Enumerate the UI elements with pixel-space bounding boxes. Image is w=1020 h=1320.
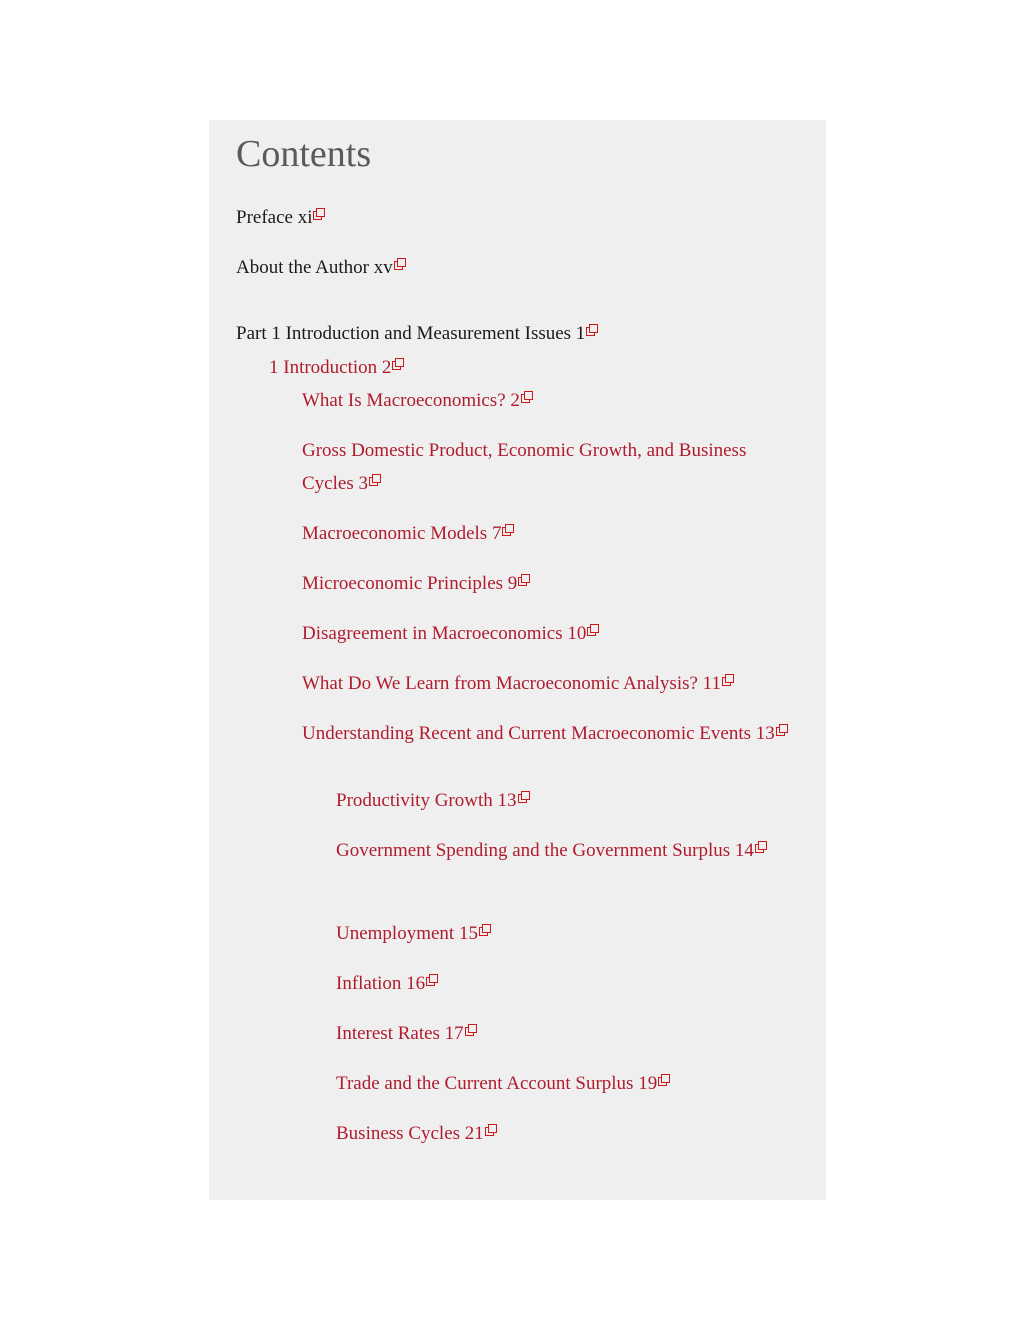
toc-entry-label: Part 1 Introduction and Measurement Issues 1: [236, 323, 586, 344]
toc-entry-label: Preface xi: [236, 207, 313, 228]
external-link-icon: [518, 574, 530, 586]
toc-entry-about-author[interactable]: [236, 251, 406, 284]
external-link-icon: [392, 358, 404, 370]
toc-entry-understanding-recent-events[interactable]: [302, 717, 802, 750]
toc-entry-part-1[interactable]: [236, 317, 598, 350]
external-link-icon: [587, 624, 599, 636]
toc-entry-microeconomic-principles[interactable]: [302, 567, 530, 600]
external-link-icon: [658, 1074, 670, 1086]
toc-entry-chapter-1[interactable]: [269, 351, 404, 384]
external-link-icon: [722, 674, 734, 686]
external-link-icon: [521, 391, 533, 403]
toc-entry-label: Unemployment 15: [336, 923, 478, 944]
toc-entry-label: 1 Introduction 2: [269, 357, 392, 378]
toc-entry-macroeconomic-models[interactable]: [302, 517, 514, 550]
toc-entry-business-cycles[interactable]: [336, 1117, 497, 1150]
toc-entry-inflation[interactable]: [336, 967, 438, 1000]
toc-entry-label: About the Author xv: [236, 257, 393, 278]
external-link-icon: [479, 924, 491, 936]
toc-entry-label: What Do We Learn from Macroeconomic Analysis? 11: [302, 673, 721, 694]
external-link-icon: [313, 208, 325, 220]
toc-entry-what-do-we-learn[interactable]: [302, 667, 734, 700]
external-link-icon: [394, 258, 406, 270]
toc-entry-label: Microeconomic Principles 9: [302, 573, 518, 594]
toc-entry-label: Productivity Growth 13: [336, 790, 517, 811]
toc-entry-label: Inflation 16: [336, 973, 426, 994]
toc-entry-trade-current-account[interactable]: [336, 1067, 670, 1100]
toc-entry-what-is-macroeconomics[interactable]: [302, 384, 533, 417]
toc-entry-disagreement[interactable]: [302, 617, 599, 650]
toc-entry-label: Government Spending and the Government Surplus 14: [336, 840, 754, 861]
toc-entry-label: Business Cycles 21: [336, 1123, 484, 1144]
external-link-icon: [518, 791, 530, 803]
external-link-icon: [485, 1124, 497, 1136]
toc-entry-label: Macroeconomic Models 7: [302, 523, 502, 544]
external-link-icon: [776, 724, 788, 736]
toc-entry-interest-rates[interactable]: [336, 1017, 477, 1050]
toc-entry-preface[interactable]: [236, 201, 325, 234]
toc-entry-gdp-growth-cycles[interactable]: [302, 434, 802, 500]
toc-entry-label: What Is Macroeconomics? 2: [302, 390, 520, 411]
external-link-icon: [755, 841, 767, 853]
external-link-icon: [369, 474, 381, 486]
toc-entry-label: Understanding Recent and Current Macroeconomic Events 13: [302, 723, 775, 744]
toc-entry-label: Disagreement in Macroeconomics 10: [302, 623, 587, 644]
external-link-icon: [426, 974, 438, 986]
toc-entry-label: Trade and the Current Account Surplus 19: [336, 1073, 658, 1094]
toc-entry-unemployment[interactable]: [336, 917, 491, 950]
toc-entry-label: Interest Rates 17: [336, 1023, 464, 1044]
external-link-icon: [586, 324, 598, 336]
toc-entry-label: Gross Domestic Product, Economic Growth, and Business Cycles 3: [302, 440, 747, 494]
external-link-icon: [465, 1024, 477, 1036]
page-title: Contents: [236, 133, 372, 175]
toc-entry-productivity-growth[interactable]: [336, 784, 530, 817]
external-link-icon: [502, 524, 514, 536]
toc-entry-government-spending[interactable]: [336, 834, 796, 867]
